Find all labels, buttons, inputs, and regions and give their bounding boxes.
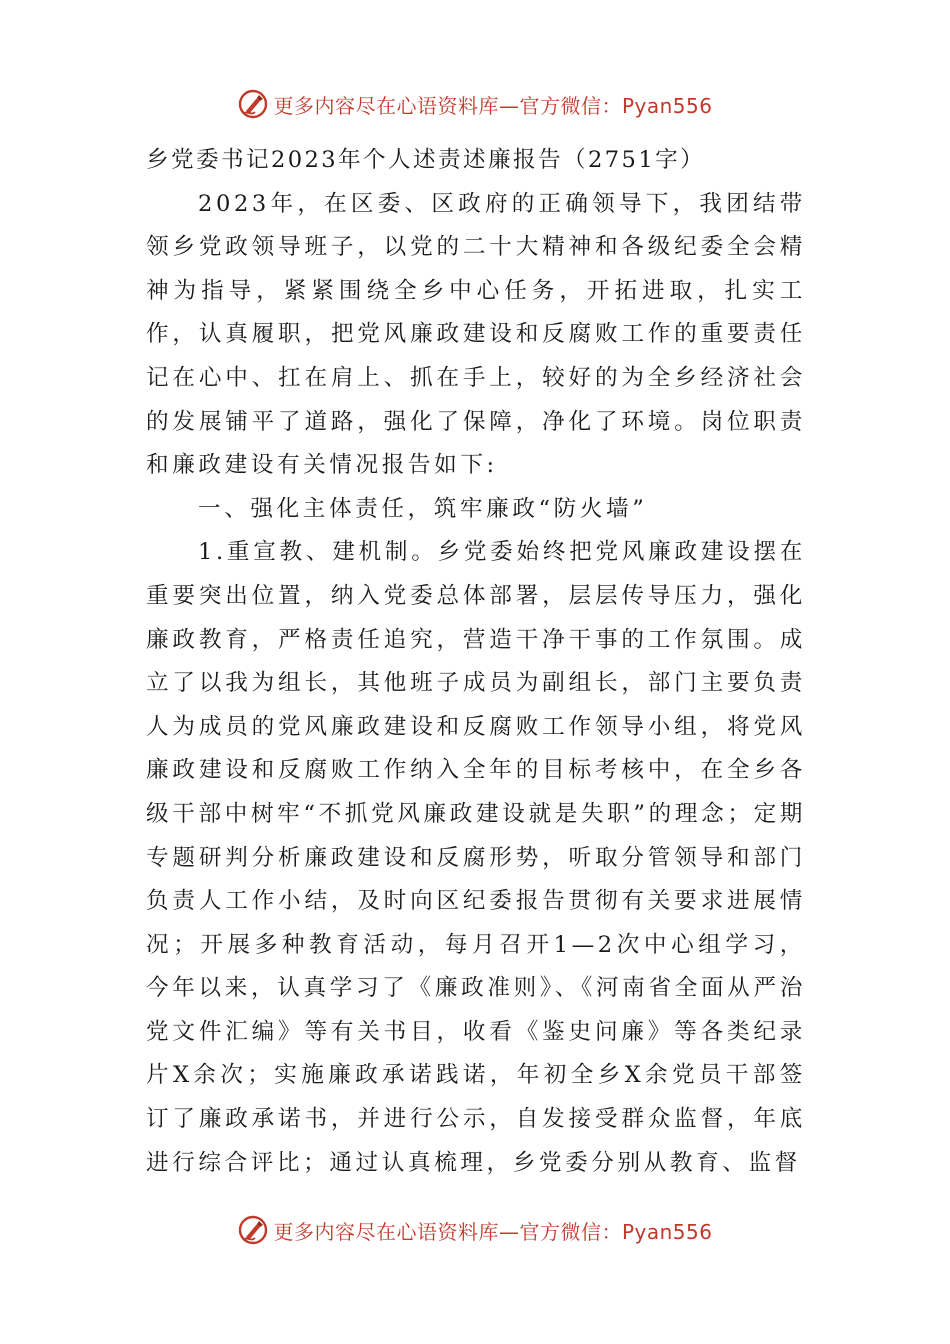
paragraph-item-1: 1.重宣教、建机制。乡党委始终把党风廉政建设摆在重要突出位置，纳入党委总体部署，层层传导压力，强化廉政教育，严格责任追究，营造干净干事的工作氛围。成立了以我为组长，其他班子成员为副组长，部门主要负责人为成员的党风廉政建设和反腐败工作领导小组，将党风廉政建设和反腐败工作纳入全年的目标考核中，在全乡各级干部中树牢“不抓党风廉政建设就是失职”的理念；定期专题研判分析廉政建设和反腐形势，听取分管领导和部门负责人工作小结，及时向区纪委报告贯彻有关要求进展情况；开展多种教育活动，每月召开1—2次中心组学习，今年以来，认真学习了《廉政准则》、《河南省全面从严治党文件汇编》等有关书目，收看《鉴史问廉》等各类纪录片X余次；实施廉政承诺践诺，年初全乡X余党员干部签订了廉政承诺书，并进行公示，自发接受群众监督，年底进行综合评比；通过认真梳理，乡党委分别从教育、监督 bbox=[146, 539, 806, 1176]
document-body bbox=[146, 139, 806, 1185]
document-title: 乡党委书记2023年个人述责述廉报告（2751字） bbox=[146, 147, 706, 173]
section-heading: 一、强化主体责任，筑牢廉政“防火墙” bbox=[198, 495, 648, 522]
pen-logo-icon bbox=[237, 1214, 269, 1246]
pen-logo-icon bbox=[237, 88, 269, 120]
paragraph-intro: 2023年，在区委、区政府的正确领导下，我团结带领乡党政领导班子，以党的二十大精神和各级纪委全会精神为指导，紧紧围绕全乡中心任务，开拓进取，扎实工作，认真履职，把党风廉政建设和反腐败工作的重要责任记在心中、扛在肩上、抓在手上，较好的为全乡经济社会的发展铺平了道路，强化了保障，净化了环境。岗位职责和廉政建设有关情况报告如下: bbox=[146, 190, 806, 479]
watermark-banner-bottom bbox=[0, 1210, 950, 1250]
watermark-text: 更多内容尽在心语资料库—官方微信：Pyan556 bbox=[273, 1219, 713, 1244]
watermark-banner-top bbox=[0, 84, 950, 124]
watermark-text: 更多内容尽在心语资料库—官方微信：Pyan556 bbox=[273, 93, 713, 118]
